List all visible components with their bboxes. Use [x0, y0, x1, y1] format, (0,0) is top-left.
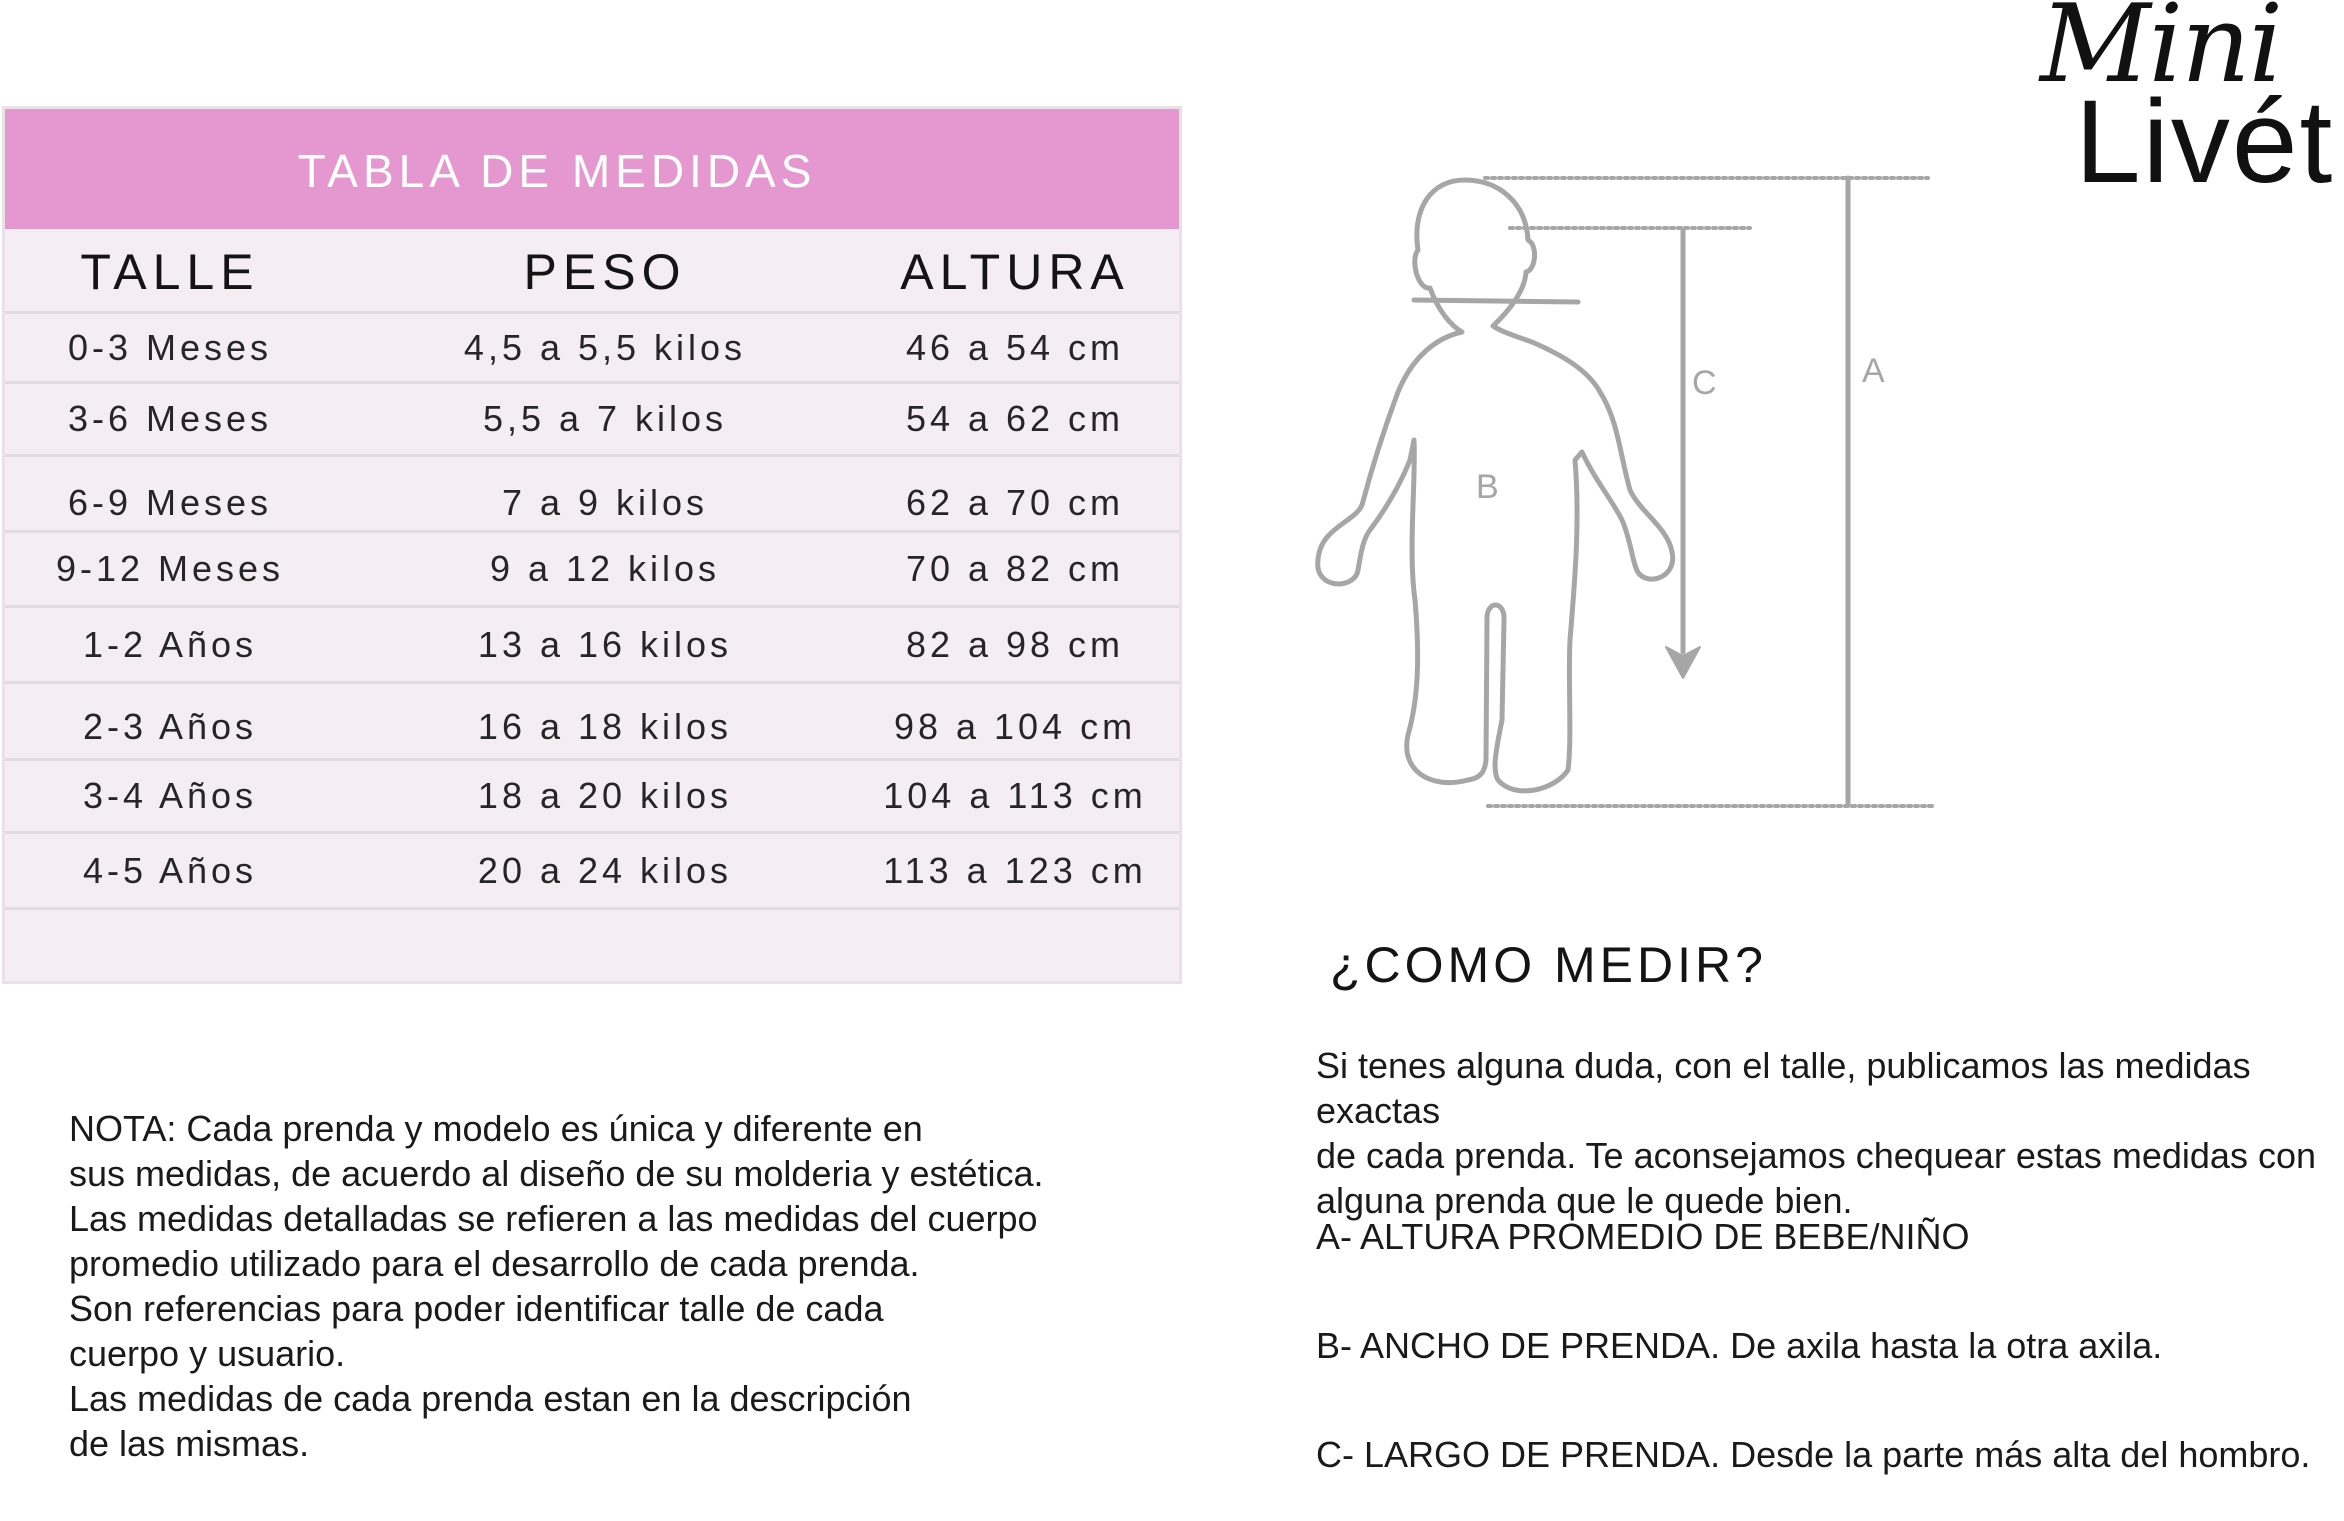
- note-line: Las medidas detalladas se refieren a las medidas del cuerpo: [69, 1198, 1038, 1239]
- cell-talle: 6-9 Meses: [67, 481, 273, 523]
- table-row: [5, 608, 1179, 684]
- cell-talle: 9-12 Meses: [55, 548, 285, 589]
- cell-talle: 4-5 Años: [82, 849, 258, 891]
- table-row: [5, 384, 1179, 457]
- cell-peso: 13 a 16 kilos: [477, 623, 733, 665]
- cell-altura: 62 a 70 cm: [905, 481, 1125, 523]
- table-row: [5, 314, 1179, 384]
- note-text: [69, 1106, 1069, 1466]
- logo-livet: Livét: [2075, 76, 2335, 208]
- cell-altura: 98 a 104 cm: [893, 706, 1137, 747]
- cell-peso: 20 a 24 kilos: [477, 849, 733, 891]
- note-line: Son referencias para poder identificar talle de cada: [69, 1288, 884, 1329]
- how-to-measure-intro: [1316, 1043, 2344, 1223]
- table-row: [5, 684, 1179, 761]
- brand-logo: [2030, 0, 2344, 208]
- intro-line: de cada prenda. Te aconsejamos chequear estas medidas con: [1316, 1135, 2316, 1176]
- how-to-measure-title: ¿COMO MEDIR?: [1330, 937, 1767, 993]
- cell-altura: 82 a 98 cm: [905, 623, 1125, 665]
- cell-talle: 1-2 Años: [82, 623, 258, 665]
- cell-altura: 70 a 82 cm: [905, 548, 1125, 589]
- baby-silhouette: [1300, 160, 1960, 820]
- note-line: NOTA: Cada prenda y modelo es única y diferente en: [69, 1108, 923, 1149]
- cell-peso: 16 a 18 kilos: [477, 706, 733, 747]
- label-c: C: [1692, 364, 1717, 402]
- label-b: B: [1476, 468, 1499, 506]
- logo-mini: Mini: [2040, 0, 2282, 107]
- measure-item-b: B- ANCHO DE PRENDA. De axila hasta la otra axila.: [1316, 1325, 2163, 1366]
- table-row: [5, 457, 1179, 533]
- note-line: cuerpo y usuario.: [69, 1333, 346, 1374]
- label-a: A: [1862, 352, 1885, 390]
- cell-talle: 2-3 Años: [82, 706, 258, 747]
- note-line: promedio utilizado para el desarrollo de cada prenda.: [69, 1243, 920, 1284]
- note-line: de las mismas.: [69, 1423, 310, 1464]
- note-line: sus medidas, de acuerdo al diseño de su molderia y estética.: [69, 1153, 1044, 1194]
- cell-talle: 0-3 Meses: [67, 326, 273, 368]
- measure-item-c: C- LARGO DE PRENDA. Desde la parte más alta del hombro.: [1316, 1434, 2311, 1475]
- measure-item-a: A- ALTURA PROMEDIO DE BEBE/NIÑO: [1316, 1216, 1970, 1257]
- intro-line: alguna prenda que le quede bien.: [1316, 1180, 1853, 1221]
- measurement-diagram: [1300, 160, 1960, 820]
- table-row: [5, 834, 1179, 910]
- table-header-row: [5, 233, 1179, 314]
- cell-peso: 7 a 9 kilos: [501, 481, 709, 523]
- intro-line: Si tenes alguna duda, con el talle, publicamos las medidas exactas: [1316, 1045, 2251, 1131]
- table-title: TABLA DE MEDIDAS: [297, 145, 817, 197]
- table-row: [5, 761, 1179, 834]
- cell-altura: 113 a 123 cm: [883, 849, 1147, 891]
- width-line-b: [1414, 300, 1578, 302]
- header-peso: PESO: [523, 244, 687, 300]
- note-line: Las medidas de cada prenda estan en la descripción: [69, 1378, 912, 1419]
- cell-peso: 5,5 a 7 kilos: [482, 398, 728, 439]
- table-row: [5, 533, 1179, 608]
- cell-peso: 9 a 12 kilos: [489, 548, 721, 589]
- cell-talle: 3-6 Meses: [67, 398, 273, 439]
- table-title-bar: [5, 109, 1179, 229]
- header-altura: ALTURA: [900, 244, 1130, 300]
- cell-altura: 46 a 54 cm: [905, 326, 1125, 368]
- header-talle: TALLE: [80, 244, 260, 300]
- table-empty-row: [5, 910, 1179, 984]
- size-table: [2, 106, 1182, 984]
- cell-peso: 4,5 a 5,5 kilos: [463, 326, 747, 368]
- cell-talle: 3-4 Años: [82, 775, 258, 816]
- cell-altura: 104 a 113 cm: [883, 775, 1147, 816]
- cell-altura: 54 a 62 cm: [905, 398, 1125, 439]
- cell-peso: 18 a 20 kilos: [477, 775, 733, 816]
